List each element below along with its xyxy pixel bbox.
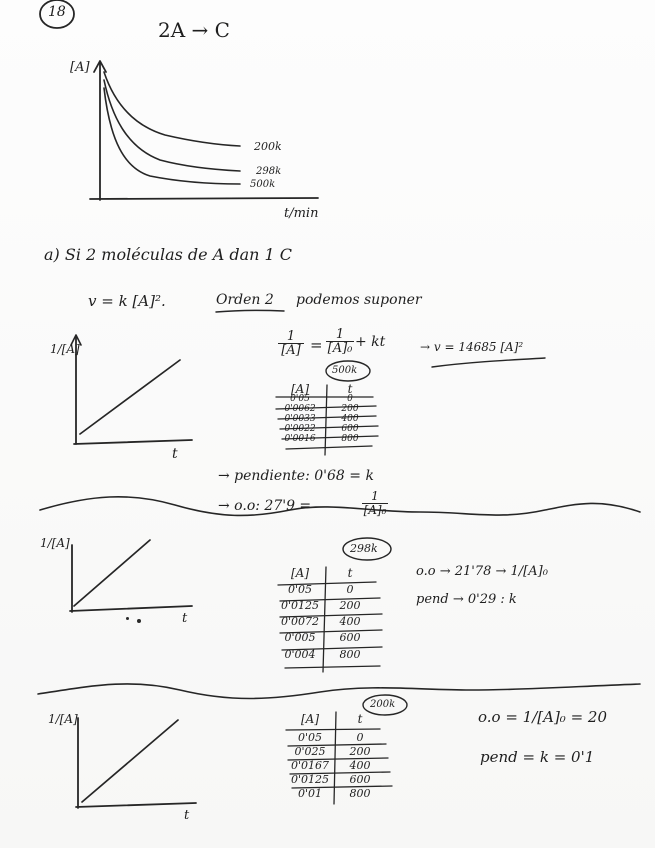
cell-time: 400 (341, 414, 359, 424)
orden-underline (216, 310, 284, 312)
cell-time: 600 (349, 773, 371, 786)
graph298-x-label: t (182, 611, 188, 626)
stray-mark (137, 619, 141, 623)
reaction-equation: 2A → C (158, 18, 230, 42)
table-row (278, 404, 378, 414)
table-row (278, 384, 378, 394)
cell-time: 800 (339, 648, 361, 661)
header-time: t (357, 712, 363, 726)
cell-conc: 0'05 (297, 731, 323, 744)
ordenada-500-num: 1 (362, 490, 388, 504)
order-label: Orden 2 (216, 292, 274, 308)
cell-conc: 0'0016 (284, 434, 316, 444)
table-row (288, 759, 388, 773)
pendiente-298: pend → 0'29 : k (416, 592, 517, 607)
ordenada-500-fraction (362, 490, 388, 517)
ordenada-500: → o.o: 27'9 = (218, 498, 312, 514)
cell-time: 0 (347, 394, 353, 404)
ordenada-298: o.o → 21'78 → 1/[A]₀ (416, 564, 548, 579)
table-row (278, 566, 378, 580)
header-time: t (347, 382, 353, 396)
cell-conc: 0'005 (284, 631, 316, 644)
table-row (278, 424, 378, 434)
table-row (278, 394, 378, 404)
cell-conc: 0'025 (294, 745, 326, 758)
problem-number: 18 (48, 4, 66, 20)
table-row (278, 615, 378, 629)
table-200 (288, 712, 388, 801)
eq-rhs-num: 1 (326, 328, 354, 342)
cell-time: 200 (349, 745, 371, 758)
cell-time: 0 (346, 583, 354, 596)
table-row (278, 434, 378, 444)
cell-conc: 0'004 (284, 648, 316, 661)
graph298-y-label: 1/[A] (40, 536, 70, 550)
result-underline (432, 358, 545, 367)
table-row (278, 648, 378, 662)
cell-conc: 0'05 (290, 394, 310, 404)
ordenada-200: o.o = 1/[A]₀ = 20 (478, 708, 608, 726)
cell-conc: 0'0062 (284, 404, 316, 414)
graph200-x-axis (76, 803, 196, 807)
cell-conc: 0'0022 (284, 424, 316, 434)
tag-200: 200k (370, 699, 396, 710)
curve-200k (104, 72, 240, 146)
suponer-text: podemos suponer (296, 292, 422, 308)
cell-time: 600 (339, 631, 361, 644)
ordenada-500-den: [A]₀ (363, 503, 387, 517)
graph200-y-label: 1/[A] (48, 712, 78, 726)
rate-result: → v = 14685 [A]² (420, 340, 524, 354)
cell-time: 200 (339, 599, 361, 612)
header-conc: [A] (300, 712, 320, 726)
table-row (278, 599, 378, 613)
header-time: t (347, 566, 353, 580)
graph1-y-label: [A] (70, 60, 90, 75)
tag-500: 500k (332, 365, 358, 376)
wavy-separator-2 (38, 684, 640, 699)
graph500-x-label: t (172, 446, 178, 462)
cell-time: 200 (341, 404, 359, 414)
eq-rhs-fraction (326, 328, 354, 355)
eq-equals: = (310, 336, 323, 354)
rate-law: v = k [A]². (88, 292, 166, 310)
cell-time: 800 (341, 434, 359, 444)
cell-time: 600 (341, 424, 359, 434)
table-row (288, 745, 388, 759)
cell-conc: 0'0125 (290, 773, 330, 786)
pendiente-500: → pendiente: 0'68 = k (218, 468, 374, 484)
cell-conc: 0'05 (287, 583, 313, 596)
graph200-x-label: t (184, 808, 190, 823)
cell-time: 0 (356, 731, 364, 744)
table-row (288, 773, 388, 787)
eq-lhs-den: [A] (281, 343, 301, 358)
eq-rhs-tail: + kt (355, 334, 386, 350)
header-conc: [A] (290, 382, 310, 396)
graph1-x-label: t/min (284, 206, 319, 221)
table-row (288, 731, 388, 745)
header-conc: [A] (290, 566, 310, 580)
cell-time: 400 (349, 759, 371, 772)
wavy-separator-1 (40, 497, 640, 516)
table-500 (278, 384, 378, 444)
graph500-line (80, 360, 180, 434)
part-a-statement: a) Si 2 moléculas de A dan 1 C (44, 245, 293, 264)
cell-time: 800 (349, 787, 371, 800)
cell-conc: 0'0072 (280, 615, 320, 628)
eq-rhs-den: [A]₀ (327, 341, 353, 356)
table-row (278, 414, 378, 424)
graph298-x-axis (70, 606, 192, 611)
stray-mark (126, 617, 129, 620)
table-row (288, 787, 388, 801)
cell-conc: 0'0125 (280, 599, 320, 612)
curve-label-500k: 500k (250, 179, 276, 190)
pendiente-200: pend = k = 0'1 (480, 748, 595, 766)
graph200-line (82, 720, 178, 802)
eq-lhs-fraction (278, 330, 304, 357)
table-298 (278, 566, 378, 662)
graph500-y-label: 1/[A] (50, 342, 80, 356)
cell-time: 400 (339, 615, 361, 628)
curve-label-298k: 298k (256, 166, 282, 177)
table-row (278, 631, 378, 645)
table-row (278, 583, 378, 597)
curve-label-200k: 200k (254, 140, 282, 153)
tag-298: 298k (350, 542, 378, 555)
cell-conc: 0'01 (297, 787, 323, 800)
eq-lhs-num: 1 (278, 330, 304, 344)
cell-conc: 0'0167 (290, 759, 330, 772)
cell-conc: 0'0033 (284, 414, 316, 424)
graph500-x-axis (74, 440, 192, 444)
graph298-line (74, 540, 150, 606)
table-row (288, 712, 388, 726)
graph1-x-axis (90, 198, 318, 199)
